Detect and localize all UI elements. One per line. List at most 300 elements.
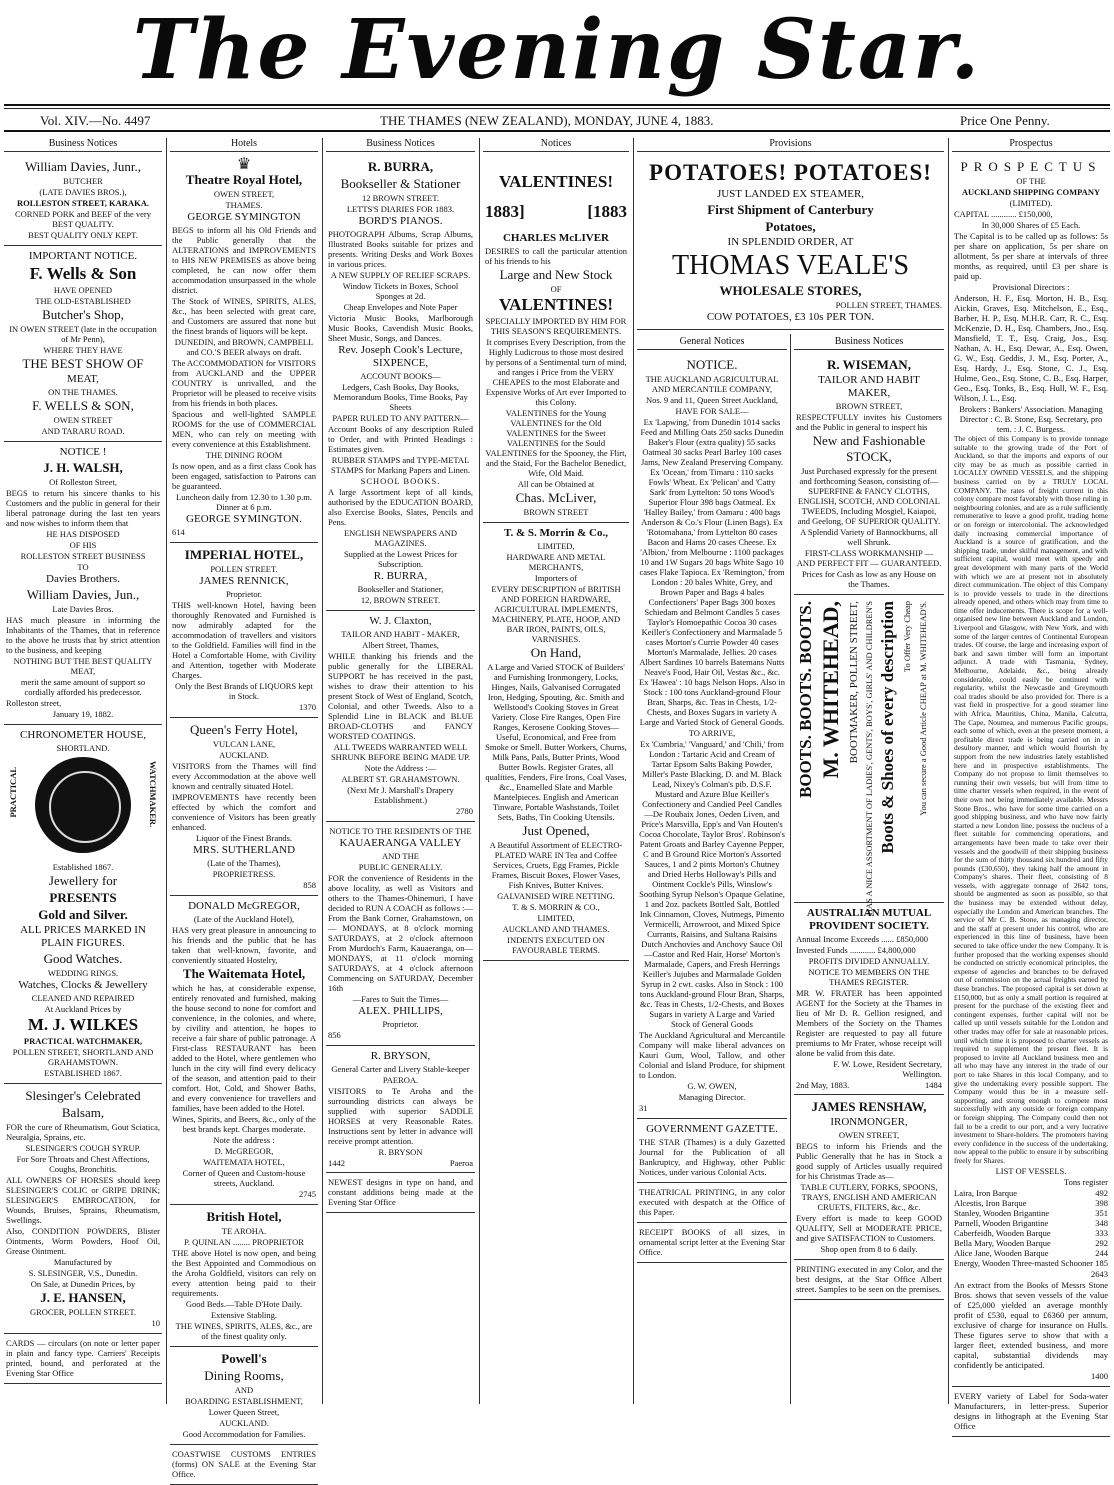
ad-title: T. & S. Morrin & Co., xyxy=(504,527,608,539)
crown-icon: ♛ xyxy=(236,156,252,173)
ad-line: Established 1867. xyxy=(52,862,114,872)
ad-line: AND THE xyxy=(382,851,419,861)
vessel-row xyxy=(954,1188,1108,1198)
vessel-name: Alcestis, Iron Barque xyxy=(954,1198,1027,1209)
ad-body: COASTWISE CUSTOMS ENTRIES (forms) ON SALE at the Evening Star Office. xyxy=(172,1449,316,1479)
ad-body: It comprises Every Description, from the Highly Ludicrous to those most desired by persons of a Sentimental turn of mind, and ranges i Price from the VERY CHEAPES to the most Elaborate and Expensive Works of Art ever Imported to this Colony. xyxy=(485,337,627,407)
ad-line: OWEN STREET, xyxy=(838,1130,900,1140)
ad-line: THE OLD-ESTABLISHED xyxy=(35,296,131,306)
ad-body: Just Purchased expressly for the present and forthcoming Season, consisting of— SUPERFINE & FANCY CLOTHS, ENGLISH, SCOTCH, AND COLONIAL TWEEDS, Including Mosgiel, Kaiapoi, and Geelong, OF SUPERIOR QUALITY. xyxy=(797,466,941,526)
ad-line: S. SLESINGER, V.S., Dunedin. xyxy=(28,1268,138,1278)
ad-line: Of Rolleston Street, xyxy=(49,477,117,487)
ad-line: LIMITED, xyxy=(537,913,575,923)
column-rule xyxy=(479,138,480,1404)
ad-title: DONALD McGREGOR, xyxy=(188,900,300,912)
ad-number: 10 xyxy=(151,1318,160,1328)
ad-line: Wines, Spirits, and Beers, &c., only of the best brands kept. Charges moderate. xyxy=(172,1114,316,1134)
ad-newest-designs xyxy=(326,1173,475,1213)
ad-title: R. BURRA, xyxy=(367,159,434,174)
ad-body: Victoria Music Books, Marlborough Music Books, Cavendish Music Books, Sheet Music, Songs, and Dances. xyxy=(328,313,473,343)
ad-line: HE HAS DISPOSED xyxy=(46,529,120,539)
ad-line: BOOTMAKER, POLLEN STREET, xyxy=(848,601,860,764)
ad-line: GALVANISED WIRE NETTING. xyxy=(497,891,615,901)
ad-body: CARDS — circulars (on note or letter paper in plain and fancy type. Carriers' Receipts printed, bound, and perforated at the Evening Star Office xyxy=(6,1338,160,1378)
ad-line: TO xyxy=(77,562,89,572)
ad-body: MR W. FRATER has been appointed AGENT for the Society at the Thames in lieu of Mr D. R. Gellion resigned, and Members of the Society on the Thames Register are requested to pay all future premiums to Mr Frater, whose receipt will alone be valid from this date. xyxy=(796,988,942,1058)
vessel-tons: 244 xyxy=(1095,1248,1108,1259)
place-date: THE THAMES (NEW ZEALAND), MONDAY, JUNE 4, 1883. xyxy=(380,113,714,128)
ad-line: OF xyxy=(550,284,562,294)
ad-number: 858 xyxy=(303,880,316,890)
vessel-list xyxy=(954,1188,1108,1268)
ad-title: Powell's xyxy=(221,1351,267,1366)
ad-line: Cheap Envelopes and Note Paper xyxy=(343,302,458,312)
ad-line: MRS. SUTHERLAND xyxy=(192,844,296,856)
ad-line: 12 BROWN STREET. xyxy=(361,193,440,203)
ad-line: JUST LANDED EX STEAMER, xyxy=(716,188,865,200)
ad-body: EVERY variety of Label for Soda-water Manufacturers, in letter-press. Superior designs in lithograph at the Evening Star Office xyxy=(954,1391,1108,1432)
ad-line: HAVE OPENED xyxy=(53,285,113,295)
ad-line: Jewellery for xyxy=(48,873,118,888)
column-notices xyxy=(483,138,629,1404)
ad-line: Bookseller & Stationer xyxy=(340,176,461,191)
ad-line: AND xyxy=(234,1385,254,1395)
ad-line: AUCKLAND. xyxy=(219,1418,269,1428)
ad-line: VALENTINES! xyxy=(498,295,613,314)
ad-line: (Next Mr J. Marshall's Drapery Establishment.) xyxy=(347,785,454,805)
column-header: General Notices xyxy=(637,336,787,350)
ad-body: THE STAR (Thames) is a duly Gazetted Journal for the Publication of all Bankruptcy, and Highway, other Public Notices, under various Colonial Acts. xyxy=(639,1137,785,1177)
ad-line: 2nd May, 1883. xyxy=(796,1080,850,1090)
ad-title: AUSTRALIAN MUTUAL PROVIDENT SOCIETY. xyxy=(806,907,932,932)
ad-title: F. Wells & Son xyxy=(29,264,137,283)
ad-line: LIST OF VESSELS. xyxy=(995,1166,1067,1177)
ad-line: Window Tickets in Boxes, School Sponges at 2d. xyxy=(342,281,459,301)
ad-line: BOARDING ESTABLISHMENT, xyxy=(185,1396,303,1406)
ad-government-gazette xyxy=(637,1119,787,1183)
ad-line: THOMAS VEALE'S xyxy=(671,250,910,281)
ad-line: New and Fashionable STOCK, xyxy=(812,433,926,464)
ad-whitehead-boots xyxy=(794,595,944,916)
ad-line: SCHOOL BOOKS. xyxy=(360,476,441,486)
ad-line: MEAT, xyxy=(67,373,99,385)
ad-number: 614 xyxy=(172,527,185,537)
vessel-tons: 292 xyxy=(1095,1238,1108,1249)
ad-line: THE DINING ROOM xyxy=(205,450,283,460)
ad-labels xyxy=(952,1387,1110,1437)
ad-body: BEGS to return his sincere thanks to his Customers and the public in general for their liberal patronage during the last ten years and now wishes to inform them that xyxy=(6,488,160,528)
ad-title: JAMES RENSHAW, xyxy=(811,1099,927,1114)
ad-body: which he has, at considerable expense, entirely renovated and furnished, making the house second to none for comfort and convenience, in the colonies, and where, by civility and attention, he hopes to receive a fair share of public patronage. A First-class RESTAURANT has been added to the Hotel, where gentlemen who lunch in the city will find every delicacy of the season, and attention paid to their comfort. Hot, Cold, and Shower Baths, and every convenience for travellers and families, have been added to the Hotel. xyxy=(172,983,316,1113)
ad-line: Brokers : Bankers' Association. Managing Director : C. B. Stone, Esq. Secretary, pro tem. : J. C. Burgess. xyxy=(959,404,1103,434)
ad-line: WATCHMAKER. xyxy=(148,761,158,828)
ad-line: NOTICE TO THE RESIDENTS OF THE xyxy=(329,826,472,836)
ad-valentines xyxy=(483,155,629,523)
ad-line: ALL TWEEDS WARRANTED WELL SHRUNK BEFORE BEING MADE UP. xyxy=(330,742,471,762)
ad-wiseman-tailor xyxy=(794,353,944,595)
ad-line: Good Beds.—Table D'Hote Daily. xyxy=(185,1299,303,1309)
vessel-name: Bella Mary, Wooden Barque xyxy=(954,1238,1051,1249)
column-general-notices xyxy=(637,336,787,1404)
ad-line: PUBLIC GENERALLY. xyxy=(358,862,443,872)
ad-title: British Hotel, xyxy=(206,1209,282,1224)
ad-line: A NEW SUPPLY OF RELIEF SCRAPS. xyxy=(330,270,471,280)
column-business-notices-2 xyxy=(326,138,475,1404)
ad-burra-bookseller xyxy=(326,155,475,611)
ad-line: (Late of the Auckland Hotel), xyxy=(193,914,295,924)
vessel-name: Caberfeidh, Wooden Barque xyxy=(954,1228,1051,1239)
ad-line: HAS A NICE ASSORTMENT OF LADIES', GENTS', BOYS', GIRLS' AND CHILDREN'S xyxy=(864,601,874,916)
ad-line: Davies Brothers. xyxy=(46,573,120,585)
ad-body: The ACCOMMODATION for VISITORS from AUCKLAND and the UPPER COUNTRY is unrivalled, and the Proprietor will be pleased to receive visits from his friends in both places. xyxy=(172,358,316,408)
vessel-row xyxy=(954,1208,1108,1218)
ad-line: FIRST-CLASS WORKMANSHIP — AND PERFECT FIT — GUARANTEED. xyxy=(796,548,942,568)
ad-line: Good Accommodation for Families. xyxy=(182,1429,306,1439)
ad-line: merit the same amount of support so cordially afforded his predecessor. xyxy=(20,677,146,697)
ad-body: Anderson, H. F., Esq. Morton, H. B., Esq. Aickin, Graves, Esq. Mitchelson, E., Esq., Barber, H. P., Esq. M.H.R. Carr, R. C., Esq. McKenzie, D. H., Esq. Chambers, Jno., Esq. Mansfield, T. T., Esq. Craig, Jos., Esq. Nathan, A. H., Esq. Dewar, A., Esq. Owen, G. W., Esq. Geddis, J. M., Esq. Porter, A., Esq. Hardy, J., Esq. Stone, C. J., Esq. Hulme, Geo., Esq. Stone, C. B., Esq. Harper, Geo., Esq. Tonks, B., Esq. Hull, W. F., Esq. Wilson, J. L., Esq. xyxy=(954,293,1108,403)
ad-line: RUBBER STAMPS and TYPE-METAL STAMPS for Marking Papers and Linen. xyxy=(330,455,471,475)
ad-line: [1883 xyxy=(587,202,627,221)
ad-number: 2745 xyxy=(299,1189,316,1199)
ad-line: Rev. Joseph Cook's Lecture, SIXPENCE, xyxy=(338,344,463,369)
ad-line: INDENTS EXECUTED ON FAVOURABLE TERMS. xyxy=(507,935,605,955)
ad-title: Theatre Royal Hotel, xyxy=(185,172,303,187)
ad-line: First Shipment of Canterbury xyxy=(707,202,874,217)
ad-line: NOTICE ! xyxy=(59,446,107,458)
ad-wells-butcher xyxy=(4,246,162,442)
column-header: Business Notices xyxy=(326,138,475,152)
masthead xyxy=(0,0,1114,100)
ad-line: IN OWEN STREET (late in the occupation of Mr Penn), xyxy=(9,324,157,344)
ad-title: J. H. WALSH, xyxy=(43,460,123,475)
ad-line: VULCAN LANE, xyxy=(212,739,276,749)
ad-line: GEORGE SYMINGTON xyxy=(187,211,301,223)
ad-body: Is now open, and as a first class Cook has been engaged, satisfaction to Patrons can be guaranteed. xyxy=(172,461,316,491)
vessel-tons: 333 xyxy=(1095,1228,1108,1239)
ad-line: TAILOR AND HABIT MAKER, xyxy=(818,374,920,399)
ad-line: PROPRIETRESS. xyxy=(212,869,276,879)
ad-line: (Late of the Thames), xyxy=(207,858,281,868)
ad-line: OF HIS xyxy=(69,540,97,550)
ad-number: 1400 xyxy=(1091,1371,1108,1382)
ad-line: OWEN STREET, xyxy=(213,189,275,199)
ad-line: THAMES. xyxy=(225,200,263,210)
ad-receipt-books xyxy=(637,1223,787,1263)
ad-body: RECEIPT BOOKS of all sizes, in ornamental script letter at the Evening Star Office. xyxy=(639,1227,785,1257)
ad-line: Good Watches. xyxy=(43,951,123,966)
ad-line: G. W. OWEN, xyxy=(687,1081,737,1091)
ad-line: F. WELLS & SON, xyxy=(32,398,134,413)
ad-title: Queen's Ferry Hotel, xyxy=(189,722,299,737)
ad-title: M. WHITEHEAD, xyxy=(818,601,843,779)
ad-line: CHARLES McLIVER xyxy=(502,232,610,244)
masthead-rule xyxy=(4,104,1110,106)
ad-body: A Beautiful Assortment of ELECTRO-PLATED WARE IN Tea and Coffee Services, Cruets, Egg Frames, Pickle Frames, Biscuit Boxes, Flower Vases, Fish Knives, Butter Knives. xyxy=(489,840,623,890)
ad-line: BEST QUALITY ONLY KEPT. xyxy=(28,230,138,240)
ad-line: THE BEST SHOW OF xyxy=(22,356,144,371)
vessel-tons: 185 xyxy=(1095,1258,1108,1269)
ad-line: BORD'S PIANOS. xyxy=(358,215,443,227)
ad-title: POTATOES! POTATOES! xyxy=(649,160,932,185)
column-rule xyxy=(790,334,791,1404)
ad-title: IMPERIAL HOTEL, xyxy=(184,547,304,562)
ad-queens-ferry-hotel xyxy=(170,718,318,896)
ad-line: TAILOR AND HABIT - MAKER, xyxy=(341,629,460,639)
ad-body: Every effort is made to keep GOOD QUALITY, Sell at MODERATE PRICE, and give SATISFACTION to Customers. xyxy=(796,1213,942,1243)
ad-line: AND TARARU ROAD. xyxy=(41,426,125,436)
ad-body: DESIRES to call the particular attention of his friends to his xyxy=(485,246,627,266)
ad-chronometer-house xyxy=(4,725,162,1084)
ad-line: ALBERT ST. GRAHAMSTOWN. xyxy=(341,774,460,784)
column-header: Business Notices xyxy=(794,336,944,350)
vessel-row xyxy=(954,1198,1108,1208)
ad-amp-society xyxy=(794,903,944,1095)
ad-line: TE AROHA. xyxy=(221,1226,267,1236)
ad-line: DUNEDIN, and BROWN, CAMPBELL and CO.'S BEER always on draft. xyxy=(174,337,314,357)
ad-body: VISITORS to Te Aroha and the surrounding districts can always be supplied with superior SADDLE HORSES at very Reasonable Rates. Instructions sent by letter in advance will receive prompt attention. xyxy=(328,1086,473,1146)
ad-line: In 30,000 Shares of £5 Each. xyxy=(981,220,1081,230)
ad-coastwise-customs xyxy=(170,1445,318,1485)
ad-line: —Fares to Suit the Times— xyxy=(352,994,449,1004)
ad-line: Note the address : xyxy=(213,1135,275,1145)
ad-line: At Auckland Prices by xyxy=(44,1004,122,1014)
ad-body: RESPECTFULLY invites his Customers and the Public in general to inspect his xyxy=(796,412,942,432)
ad-line: IRONMONGER, xyxy=(830,1116,908,1128)
ad-line: Paeroa xyxy=(449,1158,473,1168)
ad-title: KAUAERANGA VALLEY xyxy=(339,837,462,849)
ad-line: OF THE xyxy=(1016,176,1046,186)
ad-line: On Sale, at Dunedin Prices, by xyxy=(30,1279,136,1289)
ad-line: THE AUCKLAND AGRICULTURAL AND MERCANTILE COMPANY, xyxy=(645,374,779,394)
ad-line: PRACTICAL xyxy=(8,767,18,818)
ad-line: All can be Obtained at xyxy=(517,479,595,489)
ad-line: THE WINES, SPIRITS, ALES, &c., are of the finest quality only. xyxy=(175,1321,313,1341)
ad-line: Prices for Cash as low as any House on the Thames. xyxy=(801,569,937,589)
ad-line: TO ARRIVE, xyxy=(688,728,736,738)
ad-line: Bookseller and Stationer, xyxy=(357,584,444,594)
ad-line: HARDWARE AND METAL MERCHANTS, xyxy=(506,552,606,572)
ad-line: Dining Rooms, xyxy=(204,1368,284,1383)
ad-title: Slesinger's Celebrated xyxy=(25,1088,141,1103)
ad-line: CHRONOMETER HOUSE, xyxy=(20,729,146,741)
ad-body: An extract from the Books of Messrs Stone Bros. shows that seven vessels of the value of £25,000 yielded an average monthly profit of £530, equal to £6360 per annum, exclusive of charge for insurance on Hulls. These figures serve to show that with a larger fleet, extended business, and more capital, substantial dividends may confidently be anticipated. xyxy=(954,1280,1108,1371)
vessel-row xyxy=(954,1258,1108,1268)
ad-body: NEWEST designs in type on hand, and constant additions being made at the Evening Star Office xyxy=(328,1177,473,1207)
ad-line: January 19, 1882. xyxy=(52,709,114,719)
ad-line: Ledgers, Cash Books, Day Books, Memorandum Books, Time Books, Pay Sheets xyxy=(333,382,468,412)
ad-line: Large and New Stock xyxy=(499,267,613,282)
ad-line: Manufactured by xyxy=(53,1257,113,1267)
ad-line: AUCKLAND SHIPPING COMPANY xyxy=(961,187,1101,197)
ad-davies-butcher xyxy=(4,155,162,246)
ad-line: Note the Address :— xyxy=(364,763,437,773)
ad-line: General Carter and Livery Stable-keeper xyxy=(331,1064,470,1074)
ad-body: PHOTOGRAPH Albums, Scrap Albums, Illustrated Books suitable for prizes and presents. Writing Desks and Work Boxes in various prices. xyxy=(328,229,473,269)
vessel-name: Laira, Iron Barque xyxy=(954,1188,1018,1199)
ad-line: POLLEN STREET, SHORTLAND AND GRAHAMSTOWN. xyxy=(12,1047,154,1067)
ad-line: (LIMITED). xyxy=(1009,198,1053,208)
ad-line: LIMITED, xyxy=(537,541,575,551)
ad-line: Proprietor. xyxy=(225,589,263,599)
ad-number: 1442 xyxy=(328,1158,345,1168)
ad-body: A Large and Varied STOCK of Builders' and Furnishing Ironmongery, Locks, Hinges, Nails, Galvanised Corrugated Iron, Hedging, Spouting, &c. Smith and Wellstood's Cooking Stoves in Great Variety. Close Fire Ranges, Open Fire Ranges, Kerosene Cooking Stoves— Useful, Economical, and Free from Smoke or Smell. Butter Workers, Churns, Milk Pans, Pails, Butter Prints, Wood Butter Bowls. Register Grates, all qualities, Fenders, Fire Irons, Coal Vases, &c., Enamelled Slate and Marble Mantelpieces. English and American Tinware, Portable Washstands, Toilet Sets, Baths, Tin Cooking Utensils. xyxy=(485,662,627,822)
volume-number: Vol. XIV.—No. 4497 xyxy=(40,113,151,128)
ad-number: 856 xyxy=(328,1030,341,1040)
ad-slesinger-balsam xyxy=(4,1084,162,1334)
ad-line: HAVE FOR SALE— xyxy=(675,406,749,416)
ad-line: ALEX. PHILLIPS, xyxy=(358,1005,443,1017)
ad-line: ROLLESTON STREET BUSINESS xyxy=(20,551,146,561)
ad-number: 2780 xyxy=(456,806,473,816)
vessel-name: Alice Jane, Wooden Barque xyxy=(954,1248,1049,1259)
ad-line: SHORTLAND. xyxy=(56,743,110,753)
ad-title: VALENTINES! xyxy=(498,172,613,191)
ad-bryson-carter xyxy=(326,1046,475,1173)
dateline-rule xyxy=(4,130,1110,132)
ad-line: (LATE DAVIES BROS.), xyxy=(39,187,127,197)
ad-line: AUCKLAND AND THAMES. xyxy=(502,924,610,934)
ad-line: WAITEMATA HOTEL, xyxy=(203,1157,285,1167)
ad-line: JAMES RENNICK, xyxy=(199,575,289,587)
ad-line: Annual Income Exceeds ...... £850,000 xyxy=(796,934,928,944)
ad-body: HAS very great pleasure in announcing to his friends and the public that he has taken that well-known, favorite, and conveniently situated Hostelry, xyxy=(172,925,316,965)
column-header: Provisions xyxy=(637,138,944,152)
ad-title: R. BRYSON, xyxy=(370,1050,431,1062)
ad-body: The Auckland Agricultural and Mercantile Company will make liberal advances on Kauri Gum, Wool, Tallow, and other Colonial and Island Produce, for shipment to London. xyxy=(639,1030,785,1080)
column-hotels xyxy=(170,138,318,1479)
ad-line: Late Davies Bros. xyxy=(52,604,114,614)
ad-line: OWEN STREET xyxy=(53,415,113,425)
ad-line: Proprietor. xyxy=(382,1019,419,1029)
ad-line: Extensive Stabling. xyxy=(210,1310,278,1320)
ad-title: NOTICE. xyxy=(686,357,738,372)
ad-line: ALL PRICES MARKED IN PLAIN FIGURES. xyxy=(20,924,146,949)
ad-line: The Waitemata Hotel, xyxy=(182,966,306,981)
ad-cards xyxy=(4,1334,162,1384)
ad-line: LETTS'S DIARIES FOR 1883. xyxy=(346,204,455,214)
ad-potatoes xyxy=(637,155,944,330)
vessel-row xyxy=(954,1248,1108,1258)
column-business-notices-3 xyxy=(794,336,944,1404)
ad-line: CAPITAL ............ £150,000, xyxy=(954,209,1053,219)
ad-line: WEDDING RINGS. xyxy=(47,968,119,978)
ad-number: 1370 xyxy=(299,702,316,712)
ad-line: WHERE THEY HAVE xyxy=(43,345,123,355)
ad-body: Ex 'Lapwing,' from Dunedin 1014 sacks Feed and Milling Oats 250 sacks Dunedin Baker's Flour (extra quality) 55 sacks Oatmeal 30 sacks Pearl Barley 100 cases Jams, New Zealand Preserving Company. Ex 'Ocean,' from Timaru : 110 sacks Fowls' Wheat. Ex 'Pelican' and 'Catty Sark' from Lyttelton: 50 tons Wood's Superior Flour 398 bags Oatmeal. Ex 'Halley Bailey,' from Oamaru : 400 bags Anderson & Co.'s Flour (Linen Bags). Ex 'Rotomahana,' from Lyttelton 80 cases Bacon and Hams 20 cases Cheese. Ex 'Albion,' from Melbourne : 1100 packages 10 and 1W Sugars 20 bags White Sago 10 cases Flake Tapioca. Ex 'Remington,' from London : 20 bales White, Grey, and Brown Paper and Bags 4 bales Confectioners' Paper Bags 300 boxes Schiedam and Belmont Candles 5 cases Taylor's Homoepathic Cocoa 30 cases Keiller's Confectionery and Marmalade 5 cases Morton's Currie Powder 40 cases Morton's Marmalade, Jellies. 20 cases Albert Sardines 10 barrels Batemans Nutts Neave's Food, Hair Oil, Vestas &c., &c. Ex 'Hawea' : 10 bags Nelson Hops. Also in Stock : 100 tons Auckland-ground Flour Bran, Sharps, &c. Teas in Chests, 1/2-Chests, and Boxes Sugars in variety A Large and Varied Stock of General Goods. xyxy=(639,417,785,727)
ad-title: M. J. WILKES xyxy=(27,1015,139,1034)
ad-line: ENGLISH NEWSPAPERS AND MAGAZINES. xyxy=(343,528,458,548)
column-prospectus xyxy=(952,138,1110,1432)
ad-body: Account Books of any description Ruled to Order, and with Printed Headings : Estimates given. xyxy=(328,424,473,454)
ad-line: Rolleston street, xyxy=(6,698,62,708)
ad-line: To Offer Very Cheap xyxy=(902,601,912,673)
ad-title: GOVERNMENT GAZETTE. xyxy=(646,1123,778,1135)
vessel-name: Parnell, Wooden Brigantine xyxy=(954,1218,1049,1229)
ad-body: THEATRICAL PRINTING, in any color executed with despatch at the Office of this Paper. xyxy=(639,1187,785,1217)
ad-line: COW POTATOES, £3 10s PER TON. xyxy=(706,311,875,323)
ad-body: HAS much pleasure in informing the Inhabitants of the Thames, that in reference to the above he trusts that by strict attention to the business, and keeping xyxy=(6,615,160,655)
ad-body: IMPROVEMENTS have recently been effected by which the comfort and convenience of Visitors has been greatly enhanced. xyxy=(172,792,316,832)
ad-line: Tons register xyxy=(1063,1177,1108,1188)
ad-line: Gold and Silver. xyxy=(38,907,128,922)
ad-body: BEGS to inform all his Old Friends and the Public generally that the ALTERATIONS and IMPROVEMENTS to HIS NEW PREMISES as above being completed, he can now offer them accommodation unsurpassed in the whole district. xyxy=(172,225,316,295)
ad-line: GEORGE SYMINGTON. xyxy=(186,513,302,525)
ad-line: R. BURRA, xyxy=(373,570,428,582)
ad-line: A Splendid Variety of Bannockburns, all well Shrunk. xyxy=(800,527,938,547)
ad-line: 12, BROWN STREET. xyxy=(360,595,441,605)
vessel-tons: 398 xyxy=(1095,1198,1108,1209)
ad-line: Only the Best Brands of LIQUORS kept in Stock. xyxy=(175,681,313,701)
ad-powells-dining-rooms xyxy=(170,1347,318,1445)
ad-line: P. QUINLAN ........ PROPRIETOR xyxy=(184,1237,304,1247)
ad-line: Chas. McLiver, xyxy=(515,490,597,505)
ad-body: The Capital is to be called up as follows: 5s per share on application, 5s per share on allotment, 5s per share at intervals of three months, as required, until £3 per share is paid up. xyxy=(954,231,1108,281)
vessel-name: Stanley, Wooden Brigantine xyxy=(954,1208,1050,1219)
column-header: Hotels xyxy=(170,138,318,152)
column-header: Prospectus xyxy=(952,138,1110,152)
ad-british-hotel xyxy=(170,1205,318,1347)
ad-theatre-royal-hotel xyxy=(170,155,318,543)
ad-body: Spacious and well-lighted SAMPLE ROOMS for the use of COMMERCIAL MEN, who can rely on meeting with every convenience at this Establishment. xyxy=(172,409,316,449)
ad-body: The Stock of WINES, SPIRITS, ALES, &c., has been selected with great care, and Customers are assured that none but the finest brands of liquors will be kept. xyxy=(172,296,316,336)
ad-line: IMPORTANT NOTICE. xyxy=(28,250,138,262)
ad-line: F. W. Lowe, Resident Secretary, Wellington. xyxy=(833,1059,942,1079)
ad-line: 2643 xyxy=(1091,1269,1108,1280)
ad-line: WHOLESALE STORES, xyxy=(719,283,862,298)
ad-line: Shop open from 8 to 6 daily. xyxy=(820,1244,918,1254)
ad-walsh-notice xyxy=(4,442,162,725)
ad-line: Importers of xyxy=(534,573,578,583)
ad-line: Butcher's Shop, xyxy=(42,307,124,322)
ad-line: Provisional Directors : xyxy=(992,282,1070,292)
ad-line: Managing Director. xyxy=(678,1092,746,1102)
ad-body: FOR the cure of Rheumatism, Gout Sciatica, Neuralgia, Sprains, etc. xyxy=(6,1122,160,1142)
ad-line: TABLE CUTLERY, FORKS, SPOONS, TRAYS, ENGLISH AND AMERICAN CRUETS, FILTERS, &c., &c. xyxy=(800,1182,938,1212)
vessel-name: Energy, Wooden Three-masted Schooner xyxy=(954,1258,1093,1269)
vessel-tons: 492 xyxy=(1095,1188,1108,1199)
ad-number: 1484 xyxy=(925,1080,942,1090)
ad-theatrical-printing xyxy=(637,1183,787,1223)
price: Price One Penny. xyxy=(960,113,1050,128)
ad-line: BROWN STREET, xyxy=(835,401,903,411)
ad-title: William Davies, Junr., xyxy=(24,159,142,174)
ad-line: Lower Queen Street, xyxy=(208,1407,280,1417)
ad-line: PAPER RULED TO ANY PATTERN— xyxy=(332,413,469,423)
ad-line: Supplied at the Lowest Prices for Subscription. xyxy=(343,549,458,569)
ad-auckland-agricultural xyxy=(637,353,787,1119)
ad-body: The object of this Company is to provide tonnage suitable to the growing trade of the Port of Auckland, so that the imports and exports of our city may be as much as possible carried in LOCALLY OWNED VESSELS, and the shipping business carried on by a TRULY LOCAL COMPANY. The rates of freight current in this colony compare most favorably with those ruling in neighbouring colonies, and are as a rule sufficiently remunerative to leave a good profit, trading home or on foreign or intercolonial. The acknowledged daily increasing commercial importance of Auckland is a source of gratification, and the shipping trade, under skilful management, and with sufficient capital, would meet with speedy and great development with many parts of the World with which we are at present not in absolutely direct communication. The object of this Company is to provide vessels to trade in the directions already opened, and others which may from time to time offer inducements. There is scope for a well-organised new line between Auckland and London, Liverpool and Glasgow, with New York, and with some of the larger centres of Continental European trades. Of course, the large and increasing export of bark and sawn timber will form an important adjunct. A trade with Tasmania, Sydney, Melbourne, Adelaide, &c., being already considerable, could easily be continued with regularity, whilst the Newcastle and Greymouth coal trades should be also provided for. There is a vast field in prospective for a good steamer line with Africa, Mauritius, China, Manila, Calcutta, The Cape, Noumea, and numerous Pacific groups, each some of which, even at the present moment, a profitable direct trade is being carried on in a desultory manner, and which would flourish by support from the new industries lately established here and in prospective establishments. The Company do not propose to limit themselves to running their own vessels, but will from time to time charter vessels when required, in the event of their own not being immediately available. Messrs Stone Bros., who have for some time carried on a good shipping business, and who have now fairly started a new London line, possess the nucleus of a fleet suitable for commencing operations, and arrangements have been made to take over their vessels and the goodwill of their shipping business for the sum of thirty thousand six hundred and fifty pounds (£30,650), they taking half the amount in Company's shares. Their fleet, consisting of 8 vessels, with aggregate tonnage of 2642 tons, should be augmented as soon as possible, so that the business may be extended without delay, especially the London and American branches. The service of Mr C. B. Stone, as managing director, and the staff at present under his control, who are experienced in this line of business, have been secured to take office under the new Company. It is further proposed that the working expenses should be conducted on strictly economical principles, the expense of agencies and branches to be defrayed out of commission on the actual freights earned by these branches. The proposed capital is set down at £150,000, but as only a small portion is required at present for the purchase of the existing fleet and contingent expenses, further capital will not be called up until vessels suitable for the London and other trades may offer for sale at reasonable prices, until which time it is proposed to charter vessels as required to supplement the present fleet. It is proposed to invite all Auckland business men and all who may have any interest in the trade of our port to take Shares in this local Company, and to give the undertaking every possible support. The Company would thus be in a measure self-supporting, and strong enough to compete most successfully with any outside or foreign company or foreign shipping. The Company could then not fail to be a credit to our port, and a very lucrative investment to Share-holders. The promoters having every confidence in the success of the undertaking, now appeal to the public to ensure it by subscribing freely for Shares. xyxy=(954,434,1108,1165)
ad-title: R. WISEMAN, xyxy=(827,357,911,372)
ad-morrin-hardware xyxy=(483,523,629,961)
ad-line: Balsam, xyxy=(61,1105,105,1120)
ad-line: Watches, Clocks & Jewellery xyxy=(18,979,148,991)
ad-line: EVERY DESCRIPTION of BRITISH AND FOREIGN HARDWARE, AGRICULTURAL IMPLEMENTS, MACHINERY, PLATE, HOOP, AND BAR IRON, PAINTS, OILS, VARNISHES. xyxy=(491,584,621,644)
ad-renshaw-ironmonger xyxy=(794,1095,944,1260)
ad-line: SPECIALLY IMPORTED BY HIM FOR THIS SEASON'S REQUIREMENTS. xyxy=(485,316,627,336)
column-header: Notices xyxy=(483,138,629,152)
ad-line: SLESINGER'S COUGH SYRUP. xyxy=(25,1143,141,1153)
ad-body: THIS well-known Hotel, having been thoroughly Renovated and Furnished is now admirably adapted for the accommodation of travellers and visitors to the Goldfield. Families will find in the Hotel a Comfortable Home, with Civility and Attention, together with Moderate Charges. xyxy=(172,600,316,680)
ad-line: Boots & Shoes of every description xyxy=(878,601,897,854)
vessel-tons: 348 xyxy=(1095,1218,1108,1229)
ad-line: For Sore Throats and Chest Affections, Coughs, Bronchitis. xyxy=(16,1154,150,1174)
ad-line: PAEROA. xyxy=(382,1075,419,1085)
ad-auckland-shipping-prospectus xyxy=(952,155,1110,1387)
ad-line: AUCKLAND. xyxy=(219,750,269,760)
column-rule xyxy=(948,138,949,1404)
clock-icon xyxy=(35,757,131,853)
ad-line: 1883] xyxy=(485,202,525,221)
